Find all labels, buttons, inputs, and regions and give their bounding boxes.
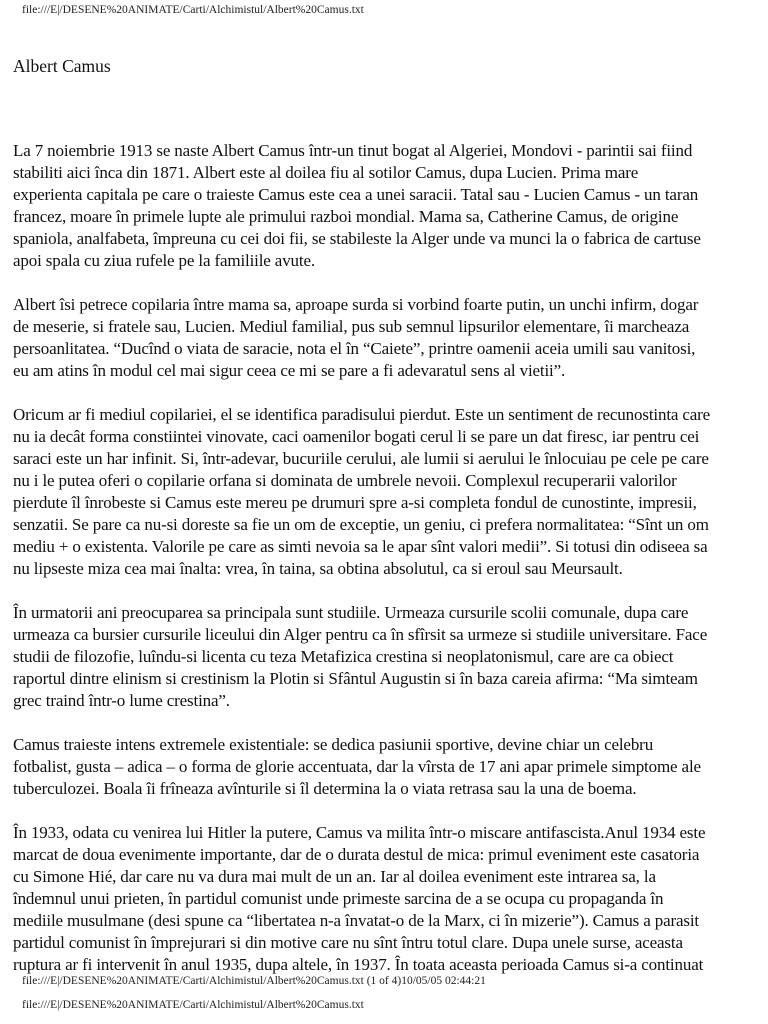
text-line: grec traind într-o lume crestina”.	[13, 691, 230, 710]
text-line: În urmatorii ani preocuparea sa principala sunt studiile. Urmeaza cursurile scolii comunale, dupa care	[13, 603, 689, 622]
paragraph-studies	[13, 602, 763, 712]
text-line: În 1933, odata cu venirea lui Hitler la putere, Camus va milita într-o miscare antifascista.Anul 1934 este	[13, 823, 706, 842]
paragraph-childhood	[13, 294, 763, 382]
text-line: mediu + o existenta. Valorile pe care as simti nevoia sa le apar sînt valori medii”. Si totusi din odiseea sa	[13, 537, 708, 556]
text-line: partidul comunist în împrejurari si din motive care nu sînt întru totul clare. Dupa unele surse, aceasta	[13, 933, 683, 952]
text-line: cu Simone Hié, dar care nu va dura mai mult de un an. Iar al doilea eveniment este intrarea sa, la	[13, 867, 656, 886]
paragraph-sports-illness	[13, 734, 763, 800]
text-line: Albert îsi petrece copilaria între mama sa, aproape surda si vorbind foarte putin, un unchi infirm, dogar	[13, 295, 699, 314]
next-page-header-url: file:///E|/DESENE%20ANIMATE/Carti/Alchimistul/Albert%20Camus.txt	[22, 999, 364, 1011]
text-line: urmeaza ca bursier cursurile liceului din Alger pentru ca în sfîrsit sa urmeze si studiile universitare. Face	[13, 625, 708, 644]
text-line: raportul dintre elinism si crestinism la Plotin si Sfântul Augustin si în baza careia afirma: “Ma simteam	[13, 669, 698, 688]
text-line: La 7 noiembrie 1913 se naste Albert Camus într-un tinut bogat al Algeriei, Mondovi - parintii sai fiind	[13, 141, 693, 160]
text-line: francez, moare în primele lupte ale primului razboi mondial. Mama sa, Catherine Camus, de origine	[13, 207, 679, 226]
document-title: Albert Camus	[13, 56, 111, 76]
text-line: tuberculozei. Boala îi frîneaza avînturile si îl determina la o viata retrasa sau la una de boema.	[13, 779, 637, 798]
paragraph-paradise-lost	[13, 404, 763, 580]
text-line: nu lipseste miza cea mai înalta: vrea, în taina, sa obtina absolutul, ca si eroul sau Meursault.	[13, 559, 623, 578]
text-line: marcat de doua evenimente importante, dar de o durata destul de mica: primul eveniment este casatoria	[13, 845, 700, 864]
text-line: Oricum ar fi mediul copilariei, el se identifica paradisului pierdut. Este un sentiment de recunostinta care	[13, 405, 711, 424]
text-line: nu i le putea oferi o copilarie orfana si dominata de umbrele nevoii. Complexul recuperarii valorilor	[13, 471, 677, 490]
text-line: stabiliti aici înca din 1871. Albert este al doilea fiu al sotilor Camus, dupa Lucien. Prima mare	[13, 163, 639, 182]
text-line: saraci este un har infinit. Si, într-adevar, bucuriile cerului, ale lumii si aerului le înlocuiau pe cele pe care	[13, 449, 709, 468]
text-line: eu am atins în modul cel mai sigur ceea ce mi se pare a fi adevaratul sens al vietii”.	[13, 361, 566, 380]
text-line: nu ia decât forma constiintei vinovate, caci oamenilor bogati cerul li se pare un dat firesc, iar pentru cei	[13, 427, 700, 446]
text-line: spaniola, analfabeta, împreuna cu cei doi fii, se stabileste la Alger unde va munci la o fabrica de cartuse	[13, 229, 701, 248]
text-line: experienta capitala pe care o traieste Camus este cea a unei saracii. Tatal sau - Lucien Camus - un taran	[13, 185, 699, 204]
document-body	[13, 140, 763, 998]
paragraph-birth	[13, 140, 763, 272]
text-line: studii de filozofie, luîndu-si licenta cu teza Metafizica crestina si neoplatonismul, care are ca obiect	[13, 647, 674, 666]
text-line: pierdute îl înrobeste si Camus este mereu pe drumuri spre a-si completa fondul de cunostinte, impresii,	[13, 493, 697, 512]
text-line: persoanlitatea. “Ducînd o viata de saracie, nota el în “Caiete”, printre oamenii aceia umili sau vanitosi,	[13, 339, 696, 358]
text-line: îndemnul unui prieten, în partidul comunist unde primeste sarcina de a se ocupa cu propaganda în	[13, 889, 664, 908]
text-line: de meserie, si fratele sau, Lucien. Mediul familial, pus sub semnul lipsurilor elementare, îi marcheaza	[13, 317, 690, 336]
text-line: apoi spala cu ziua rufele pe la familiile avute.	[13, 251, 315, 270]
page-footer-info: file:///E|/DESENE%20ANIMATE/Carti/Alchimistul/Albert%20Camus.txt (1 of 4)10/05/05 02:44:21	[22, 975, 486, 987]
text-line: fotbalist, gusta – adica – o forma de glorie accentuata, dar la vîrsta de 17 ani apar primele simptome ale	[13, 757, 701, 776]
text-line: mediile musulmane (desi spune ca “libertatea n-a învatat-o de la Marx, ci în mizerie”). Camus a parasit	[13, 911, 699, 930]
paragraph-politics	[13, 822, 763, 976]
text-line: senzatii. Se pare ca nu-si doreste sa fie un om de exceptie, un geniu, ci prefera normalitatea: “Sînt un om	[13, 515, 709, 534]
text-line: ruptura ar fi intervenit în anul 1935, dupa altele, în 1937. În toata aceasta perioada Camus si-a continuat	[13, 955, 704, 974]
page-header-url: file:///E|/DESENE%20ANIMATE/Carti/Alchimistul/Albert%20Camus.txt	[22, 4, 364, 16]
text-line: Camus traieste intens extremele existentiale: se dedica pasiunii sportive, devine chiar un celebru	[13, 735, 654, 754]
